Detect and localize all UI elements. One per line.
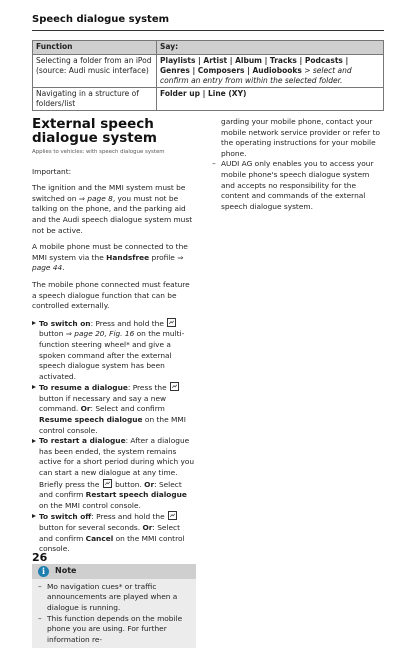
talk-button-icon [168,511,177,520]
voice-command-table [32,40,384,111]
step-arrow-icon [32,385,36,389]
table-header-function: Function [33,41,157,55]
talk-button-icon [170,382,179,391]
note-box [32,564,196,648]
note-item-text: garding your mobile phone, contact your mobile network service provider or refer to the operating instructions for your mobile phone. [221,117,381,158]
text-run: on the MMI control console. [39,533,185,554]
text-run: profile [149,252,178,262]
paragraph-ignition [32,183,196,236]
step-label: To switch off [39,512,92,522]
text-run: : Select and confirm [39,523,181,543]
text-run: button if necessary and say a new command. [39,393,167,414]
text-run: : After a dialogue has been ended, the system remains active for a short period during which you can start a new dialogue at any time. Briefly press the [39,436,195,489]
table-row [33,55,384,88]
paragraph-speech-function: The mobile phone connected must feature a speech dialogue function that can be controlled externally. [32,279,190,311]
handsfree-term: Handsfree [106,252,150,262]
table-header-row [33,41,384,55]
note-item-text: Mo navigation cues* or traffic announcements are played when a dialogue is running. [47,581,178,612]
talk-button-icon [167,318,176,327]
menu-option-resume: Resume speech dialogue [39,415,143,425]
step-restart-dialogue [32,436,196,511]
step-arrow-icon [32,439,36,443]
note-continuation [212,117,382,159]
instruction-steps [32,318,196,555]
info-icon: i [38,566,49,577]
text-run: The ignition and the MMI system must be switched on [32,183,186,203]
running-header: Speech dialogue system [32,14,170,25]
table-cell-function: Navigating in a structure of folders/list [33,88,157,111]
page-reference-link[interactable]: ⇒ page 20, Fig. 16 [65,329,135,339]
note-title: Note [55,565,77,575]
text-run: button for several seconds. [39,523,143,532]
step-switch-on [32,318,196,383]
text-run: : Select and confirm [39,479,182,500]
applies-to-line: Applies to vehicles: with speech dialogue system [32,149,165,155]
section-title: External speech dialogue system [32,116,157,146]
step-arrow-icon [32,514,36,518]
or-label: Or [142,523,153,532]
note-item: – This function depends on the mobile phone you are using. For further information re- [38,613,183,644]
step-label: To resume a dialogue [39,383,128,393]
say-commands: Folder up | Line (XY) [160,89,247,98]
text-run: button. [112,479,145,489]
page-reference-link[interactable]: ⇒ page 8 [78,193,113,203]
note-item: – Mo navigation cues* or traffic announcements are played when a dialogue is running. [38,581,178,612]
say-commands: Playlists | Artist | Album | Tracks | Podcasts | Genres | Composers | Audiobooks [160,56,349,75]
talk-button-icon [103,479,112,488]
page-reference-link[interactable]: ⇒ page 44 [32,252,184,273]
text-run: A mobile phone must be connected to the MMI system via the [32,242,188,262]
header-rule [32,30,384,31]
text-run: : Press and hold the [91,512,167,522]
text-run: : Press the [127,383,169,393]
text-run: : Press and hold the [90,318,167,328]
right-column [212,117,382,212]
text-run: , you must not be talking on the phone, and the parking aid and the Audi speech dialogue system must not be active. [32,193,193,235]
left-column [32,117,196,648]
paragraph-handsfree [32,242,196,274]
step-arrow-icon [32,321,36,325]
table-cell-say [157,88,384,111]
table-cell-function: Selecting a folder from an iPod (source: Audi music interface) [33,55,157,88]
page-number: 26 [32,551,48,564]
note-item-text: AUDI AG only enables you to access your mobile phone's speech dialogue system and accepts no responsibility for the content and commands of the external speech dialogue system. [221,159,374,211]
step-label: To switch on [39,318,91,328]
table-row [33,88,384,111]
menu-option-cancel: Cancel [85,533,114,543]
step-label: To restart a dialogue [39,436,126,446]
step-resume-dialogue [32,382,196,436]
say-instruction: > select and confirm an entry from within the selected folder. [160,66,352,85]
important-label: Important: [32,166,72,176]
text-run: on the MMI control console. [39,415,186,435]
text-run: button [39,329,66,339]
menu-option-restart: Restart speech dialogue [85,490,187,500]
text-run: on the MMI control console. [39,500,141,510]
table-header-say: Say: [157,41,384,55]
or-label: Or [144,479,155,489]
text-run: on the multi-function steering wheel* and give a spoken command after the external speech dialogue system has been activated. [39,329,185,381]
step-switch-off [32,511,196,554]
note-item-text: This function depends on the mobile phone you are using. For further information re- [47,613,183,644]
text-run: : Select and confirm [90,404,165,414]
text-run: . [62,263,65,273]
table-cell-say [157,55,384,88]
or-label: Or [80,404,91,414]
note-item: – AUDI AG only enables you to access your mobile phone's speech dialogue system and accepts no responsibility for the content and commands of the external speech dialogue system. [212,159,374,211]
note-body [32,579,196,648]
note-header [32,564,196,579]
